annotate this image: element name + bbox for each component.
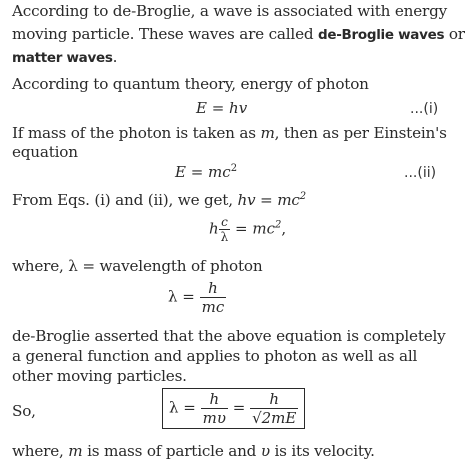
equation-2 [175, 163, 237, 181]
paragraph-6-line-2 [12, 347, 417, 365]
paragraph-4-exponent: 2 [299, 191, 306, 202]
paragraph-7-var-m: m [68, 442, 83, 460]
paragraph-6-line-3-text: other moving particles. [12, 367, 187, 385]
equation-1-lhs: E [196, 99, 207, 117]
equation-3-fraction [219, 215, 231, 244]
so-label-text: So, [12, 402, 36, 420]
paragraph-1-line-2 [12, 25, 465, 44]
paragraph-3-line-1-post: , then as per Einstein's [274, 124, 447, 142]
boxed-equation [162, 388, 305, 429]
paragraph-4 [12, 188, 306, 209]
paragraph-1-line-3-post: . [112, 48, 118, 66]
equation-5-numerator-2: h [250, 390, 298, 409]
equation-3-exponent: 2 [275, 219, 282, 231]
paragraph-3-var-m: m [260, 124, 275, 142]
paragraph-1-line-2-pre: moving particle. These waves are called [12, 25, 319, 43]
equation-5-lhs: λ = [169, 398, 201, 417]
paragraph-7-post: is its velocity. [269, 442, 375, 460]
paragraph-2-line-1 [12, 75, 369, 93]
equation-1 [196, 99, 247, 117]
paragraph-3-line-1-pre: If mass of the photon is taken as [12, 124, 261, 142]
paragraph-1-line-1-text: According to de-Broglie, a wave is associated with energy [12, 2, 447, 20]
paragraph-6-line-3 [12, 367, 187, 385]
equation-1-rhs: = hv [206, 99, 248, 117]
paragraph-5-text: where, λ = wavelength of photon [12, 257, 263, 275]
equation-3-h: h [209, 219, 219, 238]
equation-5-equals: = [227, 398, 251, 417]
paragraph-7-pre: where, [12, 442, 69, 460]
equation-5-numerator-1: h [201, 390, 228, 409]
paragraph-1-line-3 [12, 48, 117, 67]
equation-5-fraction-2 [250, 390, 298, 427]
paragraph-7 [12, 442, 375, 460]
equation-4 [168, 279, 226, 316]
equation-4-lhs: λ = [168, 287, 200, 306]
equation-5-denominator-2: √2mE [252, 409, 297, 427]
paragraph-6-line-2-text: a general function and applies to photon as well as all [12, 347, 418, 365]
paragraph-4-text: From Eqs. (i) and (ii), we get, [12, 191, 238, 210]
term-matter-waves: matter waves [12, 50, 113, 66]
equation-3-denominator: λ [220, 230, 229, 244]
equation-1-tag: ...(i) [410, 101, 439, 117]
paragraph-7-mid: is mass of particle and [82, 442, 261, 460]
equation-4-fraction [200, 279, 227, 316]
equation-5-denominator-1: mυ [202, 409, 226, 427]
equation-4-numerator: h [200, 279, 227, 298]
equation-4-denominator: mc [201, 298, 225, 316]
so-label [12, 402, 36, 420]
paragraph-7-var-v: υ [260, 442, 270, 460]
paragraph-2-text: According to quantum theory, energy of photon [12, 75, 369, 93]
paragraph-6-line-1 [12, 327, 446, 345]
equation-3-numerator: c [219, 215, 231, 230]
term-de-broglie-waves: de-Broglie waves [318, 27, 445, 43]
equation-3 [209, 215, 286, 244]
equation-3-tail: , [281, 219, 287, 238]
equation-2-tag: ...(ii) [404, 165, 437, 181]
paragraph-3-line-2 [12, 143, 78, 161]
equation-2-expr: E = mc [175, 163, 231, 181]
paragraph-3-line-1 [12, 124, 447, 142]
equation-5-fraction-1 [201, 390, 228, 427]
paragraph-6-line-1-text: de-Broglie asserted that the above equation is completely [12, 327, 446, 345]
paragraph-1-line-2-post: or [444, 25, 465, 43]
paragraph-1-line-1 [12, 2, 447, 20]
paragraph-3-line-2-text: equation [12, 143, 78, 161]
paragraph-4-expr: hv = mc [237, 191, 300, 210]
paragraph-5 [12, 257, 262, 275]
equation-3-rhs: = mc [230, 219, 276, 238]
equation-2-exponent: 2 [230, 163, 238, 174]
